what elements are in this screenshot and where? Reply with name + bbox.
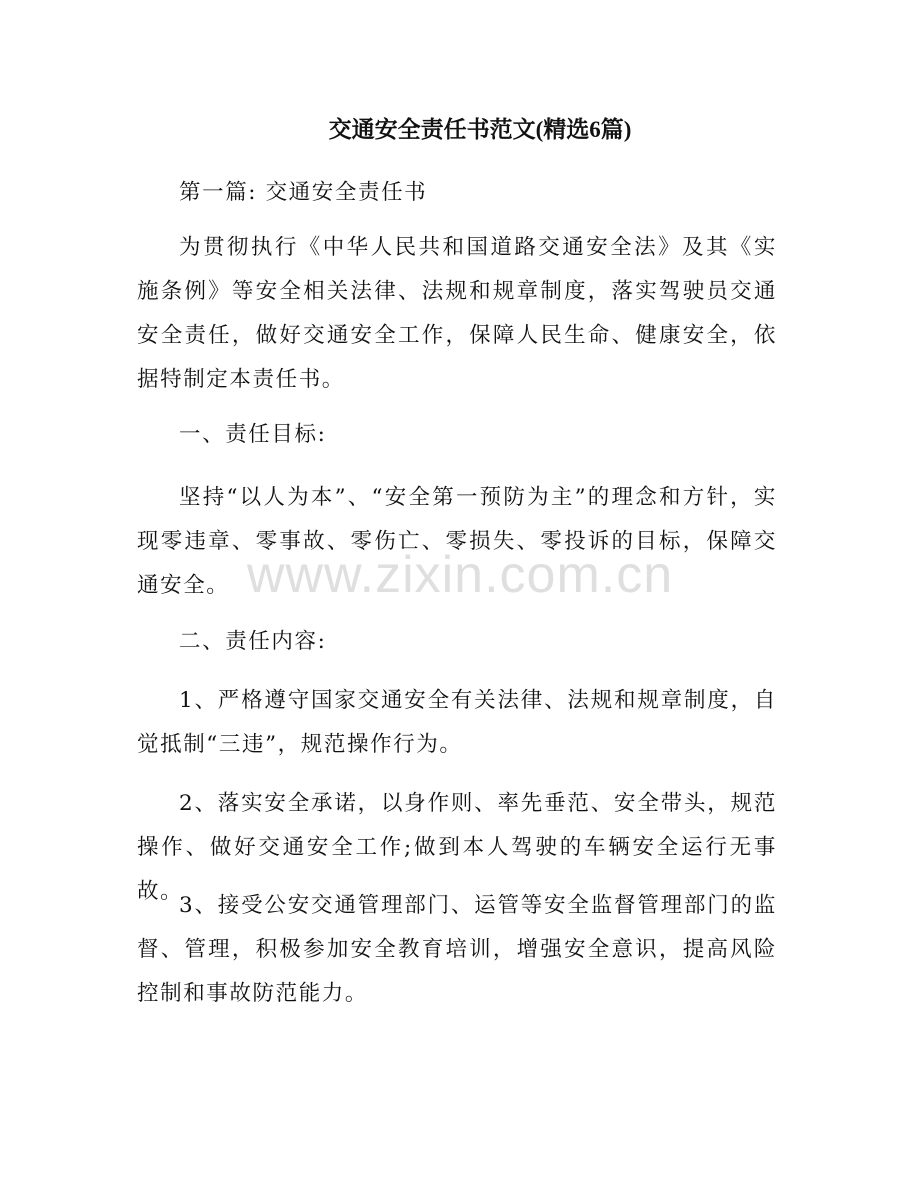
document-title: 交通安全责任书范文(精选6篇) xyxy=(328,117,632,142)
paragraph-item-2: 2、落实安全承诺，以身作则、率先垂范、安全带头，规范操作、做好交通安全工作;做到本人驾驶的车辆安全运行无事故。 xyxy=(137,791,777,904)
paragraph-goals: 坚持“以人为本”、“安全第一预防为主”的理念和方针，实现零违章、零事故、零伤亡、零损失、零投诉的目标，保障交通安全。 xyxy=(137,485,777,598)
section-heading-part-one: 第一篇: 交通安全责任书 xyxy=(179,180,428,205)
section-heading-goals: 一、责任目标: xyxy=(179,422,327,447)
section-heading-content: 二、责任内容: xyxy=(179,629,327,654)
paragraph-preamble: 为贯彻执行《中华人民共和国道路交通安全法》及其《实施条例》等安全相关法律、法规和规章制度，落实驾驶员交通安全责任，做好交通安全工作，保障人民生命、健康安全，依据特制定本责任书。 xyxy=(137,235,777,392)
paragraph-item-3: 3、接受公安交通管理部门、运管等安全监督管理部门的监督、管理，积极参加安全教育培训，增强安全意识，提高风险控制和事故防范能力。 xyxy=(137,893,777,1006)
watermark: www.zixin.com.cn xyxy=(246,546,674,604)
paragraph-item-1: 1、严格遵守国家交通安全有关法律、法规和规章制度，自觉抵制“三违”，规范操作行为。 xyxy=(137,688,777,757)
